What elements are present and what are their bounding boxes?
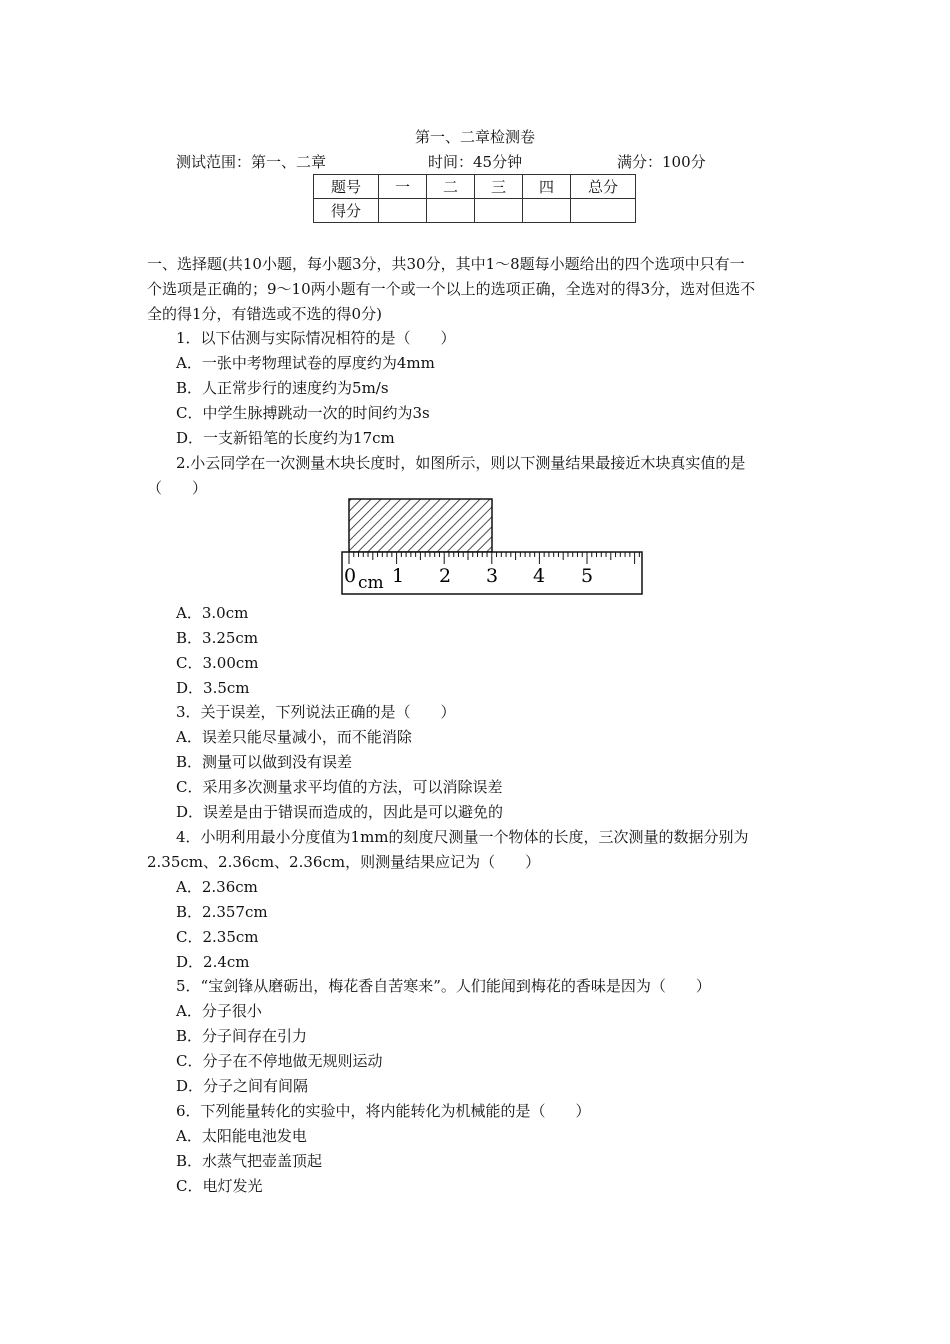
ruler-label-2: 2: [439, 565, 452, 587]
score-cell[interactable]: [475, 199, 523, 223]
score-cell[interactable]: [427, 199, 475, 223]
section1-instructions-line1: 一、选择题(共10小题，每小题3分，共30分，其中1～8题每小题给出的四个选项中只有一: [147, 255, 745, 273]
section1-instructions-line2: 个选项是正确的；9～10两小题有一个或一个以上的选项正确，全选对的得3分，选对但选不: [147, 280, 756, 298]
question-2-stem-line2: （ ）: [147, 479, 208, 497]
score-table-header: 题号: [314, 175, 379, 199]
score-table-header: 二: [427, 175, 475, 199]
question-3-option-d: D．误差是由于错误而造成的，因此是可以避免的: [176, 803, 504, 821]
section1-instructions-line3: 全的得1分，有错选或不选的得0分): [147, 305, 382, 323]
full-score: 满分：100分: [617, 153, 706, 171]
score-table-header: 四: [523, 175, 571, 199]
question-2-option-d: D．3.5cm: [176, 679, 250, 697]
ruler-label-5: 5: [581, 565, 594, 587]
score-cell[interactable]: [523, 199, 571, 223]
score-table-header: 总分: [571, 175, 636, 199]
score-cell[interactable]: [379, 199, 427, 223]
score-table: [313, 174, 636, 223]
score-row-label: 得分: [314, 199, 379, 223]
wood-block: [349, 499, 492, 552]
question-4-stem-line2: 2.35cm、2.36cm、2.36cm，则测量结果应记为（ ）: [147, 853, 541, 871]
ruler-unit: cm: [358, 573, 384, 593]
question-1-option-d: D．一支新铅笔的长度约为17cm: [176, 429, 395, 447]
question-6-option-a: A．太阳能电池发电: [176, 1127, 307, 1145]
ruler-label-0: 0: [344, 565, 357, 587]
question-3-stem: 3．关于误差，下列说法正确的是（ ）: [176, 703, 456, 721]
question-3-option-b: B．测量可以做到没有误差: [176, 753, 353, 771]
question-4-option-a: A．2.36cm: [176, 878, 258, 896]
question-2-option-c: C．3.00cm: [176, 654, 259, 672]
ruler-label-3: 3: [486, 565, 499, 587]
question-3-option-c: C．采用多次测量求平均值的方法，可以消除误差: [176, 778, 503, 796]
question-1-stem: 1．以下估测与实际情况相符的是（ ）: [176, 329, 456, 347]
question-2-option-a: A．3.0cm: [176, 604, 249, 622]
question-4-stem-line1: 4．小明利用最小分度值为1mm的刻度尺测量一个物体的长度，三次测量的数据分别为: [176, 828, 749, 846]
question-6-option-b: B．水蒸气把壶盖顶起: [176, 1152, 323, 1170]
ruler-label-4: 4: [533, 565, 546, 587]
page-title: 第一、二章检测卷: [414, 128, 535, 146]
score-table-score-row: [314, 199, 636, 223]
question-5-option-a: A．分子很小: [176, 1002, 262, 1020]
question-5-option-b: B．分子间存在引力: [176, 1027, 308, 1045]
test-range: 测试范围：第一、二章: [176, 153, 327, 171]
question-6-option-c: C．电灯发光: [176, 1177, 263, 1195]
question-4-option-b: B．2.357cm: [176, 903, 268, 921]
ruler-diagram: [336, 494, 646, 598]
score-table-header: 三: [475, 175, 523, 199]
question-6-stem: 6．下列能量转化的实验中，将内能转化为机械能的是（ ）: [176, 1102, 591, 1120]
question-3-option-a: A．误差只能尽量减小，而不能消除: [176, 728, 412, 746]
question-2-stem-line1: 2.小云同学在一次测量木块长度时，如图所示，则以下测量结果最接近木块真实值的是: [176, 454, 746, 472]
question-1-option-c: C．中学生脉搏跳动一次的时间约为3s: [176, 404, 430, 422]
score-table-header-row: [314, 175, 636, 199]
question-4-option-d: D．2.4cm: [176, 953, 250, 971]
question-2-option-b: B．3.25cm: [176, 629, 259, 647]
question-1-option-b: B．人正常步行的速度约为5m/s: [176, 379, 389, 397]
ruler-figure: [336, 494, 646, 602]
score-table-header: 一: [379, 175, 427, 199]
question-1-option-a: A．一张中考物理试卷的厚度约为4mm: [176, 354, 435, 372]
test-time: 时间：45分钟: [428, 153, 523, 171]
ruler-label-1: 1: [392, 565, 405, 587]
question-5-option-d: D．分子之间有间隔: [176, 1077, 309, 1095]
question-5-option-c: C．分子在不停地做无规则运动: [176, 1052, 383, 1070]
question-4-option-c: C．2.35cm: [176, 928, 259, 946]
question-5-stem: 5．“宝剑锋从磨砺出，梅花香自苦寒来”。人们能闻到梅花的香味是因为（ ）: [176, 977, 711, 995]
score-cell[interactable]: [571, 199, 636, 223]
